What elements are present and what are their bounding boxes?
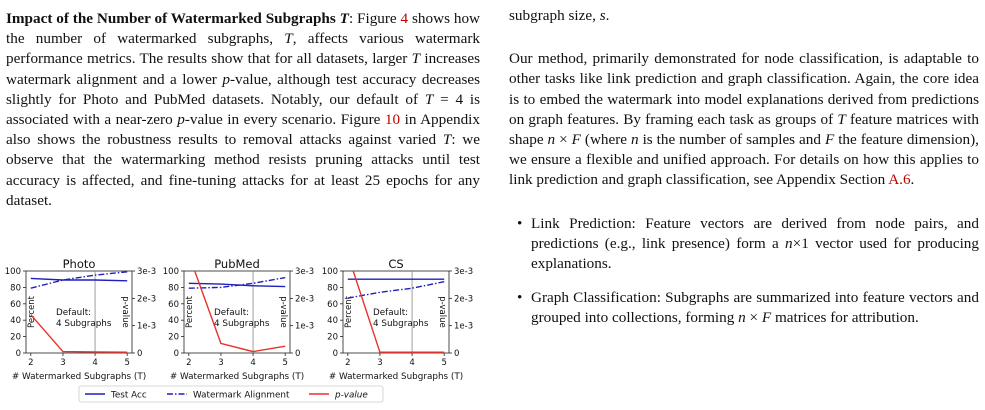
left-column xyxy=(6,0,480,211)
figure-panel xyxy=(0,256,490,410)
text-run: shows how the number of watermarked subgraphs, xyxy=(6,10,481,48)
task-bullet-list xyxy=(509,214,979,329)
text-run: matrices for attribution. xyxy=(771,309,919,327)
citation-link[interactable]: 10 xyxy=(384,111,401,129)
text-run: Graph Classification: Subgraphs are summarized into feature vectors and grouped into collections, forming xyxy=(531,289,979,327)
y-left-tick-label: 100 xyxy=(321,267,338,277)
default-annotation-line1: Default: xyxy=(373,308,409,318)
text-run: n xyxy=(785,234,793,252)
citation-link[interactable]: 4 xyxy=(400,10,409,27)
y-right-tick-label: 1e-3 xyxy=(295,321,315,332)
text-run: n xyxy=(547,131,556,149)
bullet-dot-icon: • xyxy=(517,214,523,232)
y-right-tick-label: 0 xyxy=(137,349,143,359)
y-right-tick-label: 2e-3 xyxy=(137,294,157,305)
y-left-tick-label: 80 xyxy=(10,283,21,294)
text-run: n xyxy=(738,309,746,327)
text-run: F xyxy=(824,131,835,149)
bullet-item xyxy=(509,288,979,328)
text-run: p xyxy=(222,70,230,88)
y-right-tick-label: 2e-3 xyxy=(295,294,315,305)
y-left-tick-label: 80 xyxy=(168,283,179,294)
y-left-tick-label: 0 xyxy=(15,349,21,359)
line-charts-figure xyxy=(0,256,490,410)
y-right-axis-label: p-value xyxy=(278,296,288,328)
legend-p-value-label: p-value xyxy=(335,390,368,401)
x-tick-label: 2 xyxy=(28,358,34,368)
y-left-tick-label: 80 xyxy=(327,283,338,294)
text-run: feature matrices with shape xyxy=(509,110,979,149)
default-annotation-line1: Default: xyxy=(56,308,92,318)
text-run: Our method, primarily demonstrated for node classification, is adaptable to other tasks like link prediction and graph classification. Again, the core idea is to embed the watermark into model explanations derived from predictions on graph features. By framing each task as groups of xyxy=(509,50,979,128)
text-run: T xyxy=(411,50,421,68)
x-axis-label: # Watermarked Subgraphs (T) xyxy=(169,372,305,382)
bullet-item xyxy=(509,214,979,275)
text-run: increases watermark alignment and a lower xyxy=(6,50,480,88)
text-run: F xyxy=(571,131,581,149)
text-run: , affects various watermark performance metrics. The results show that for all datasets, larger xyxy=(6,30,480,68)
text-run: F xyxy=(761,309,772,327)
y-left-tick-label: 20 xyxy=(10,332,21,343)
text-run: n xyxy=(631,131,639,149)
chart-title: CS xyxy=(388,257,404,271)
y-left-tick-label: 100 xyxy=(162,267,179,277)
text-run: Link Prediction: Feature vectors are derived from node pairs, and predictions (e.g., link presence) form a xyxy=(531,214,979,252)
y-right-axis-label: p-value xyxy=(120,296,130,328)
x-tick-label: 5 xyxy=(282,358,288,368)
x-tick-label: 2 xyxy=(345,358,351,368)
text-run: the feature dimension), we ensure a flexible and unified approach. For details on how this applies to link prediction and graph classification, see Appendix Section xyxy=(509,131,979,189)
test-acc-line xyxy=(31,278,127,280)
text-run: T xyxy=(837,110,846,128)
watermarked-subgraphs-paragraph xyxy=(6,9,480,211)
method-paragraph xyxy=(509,49,979,190)
y-left-tick-label: 20 xyxy=(327,332,338,343)
y-left-axis-label: Percent xyxy=(344,296,354,328)
text-run: in Appendix also shows the robustness results to removal attacks against varied xyxy=(6,111,480,149)
y-right-tick-label: 2e-3 xyxy=(454,294,474,305)
x-tick-label: 3 xyxy=(218,358,224,368)
y-left-tick-label: 40 xyxy=(327,316,338,327)
watermark-alignment-line xyxy=(348,282,444,298)
y-left-tick-label: 100 xyxy=(4,267,21,277)
text-run: × xyxy=(555,131,572,149)
text-run: is the number of samples and xyxy=(638,131,825,149)
y-left-tick-label: 60 xyxy=(327,299,338,310)
text-run: × xyxy=(745,309,762,327)
text-run: ×1 vector used for producing explanations. xyxy=(531,234,979,273)
x-tick-label: 4 xyxy=(92,358,98,368)
y-left-tick-label: 0 xyxy=(173,349,179,359)
text-run: T xyxy=(424,90,434,108)
top-fragment: subgraph size, s. xyxy=(509,7,610,24)
y-left-tick-label: 0 xyxy=(332,349,338,359)
y-left-axis-label: Percent xyxy=(185,296,195,328)
x-axis-label: # Watermarked Subgraphs (T) xyxy=(11,372,147,382)
y-left-tick-label: 40 xyxy=(10,316,21,327)
text-run: (where xyxy=(580,131,632,149)
x-tick-label: 2 xyxy=(186,358,192,368)
text-run: T xyxy=(442,131,452,149)
x-tick-label: 5 xyxy=(441,358,447,368)
y-right-tick-label: 0 xyxy=(295,349,301,359)
text-run: -value, although test accuracy decreases slightly for Photo and PubMed datasets. Notably, our default of xyxy=(6,70,481,108)
bullet-dot-icon: • xyxy=(517,289,523,307)
y-right-tick-label: 3e-3 xyxy=(454,267,474,277)
citation-link[interactable]: A.6 xyxy=(888,171,911,189)
default-annotation-line2: 4 Subgraphs xyxy=(214,319,270,329)
x-tick-label: 4 xyxy=(409,358,415,368)
y-left-tick-label: 20 xyxy=(168,332,179,343)
x-tick-label: 5 xyxy=(124,358,130,368)
legend-test-acc-label: Test Acc xyxy=(111,390,147,401)
text-run: T xyxy=(284,30,293,48)
y-right-tick-label: 3e-3 xyxy=(295,267,315,277)
y-right-tick-label: 0 xyxy=(454,349,460,359)
text-run: = 4 is associated with a near-zero xyxy=(6,90,480,129)
chart-title: PubMed xyxy=(214,257,260,271)
y-right-tick-label: 1e-3 xyxy=(454,321,474,332)
y-right-tick-label: 3e-3 xyxy=(137,267,157,277)
y-left-axis-label: Percent xyxy=(27,296,37,328)
text-run: : we observe that the watermarking method resists pruning attacks until test accuracy is affected, and fine-tuning attacks for at least 25 epochs for any dataset. xyxy=(6,131,480,209)
text-run: -value in every scenario. Figure xyxy=(184,111,385,129)
x-tick-label: 3 xyxy=(60,358,66,368)
y-left-tick-label: 60 xyxy=(168,299,179,310)
x-tick-label: 4 xyxy=(250,358,256,368)
y-right-axis-label: p-value xyxy=(437,296,447,328)
text-run: : Figure xyxy=(348,10,401,27)
paragraph-heading: Impact of the Number of Watermarked Subgraphs T xyxy=(6,10,349,27)
default-annotation-line1: Default: xyxy=(214,308,250,318)
x-axis-label: # Watermarked Subgraphs (T) xyxy=(328,372,464,382)
chart-title: Photo xyxy=(62,257,96,271)
default-annotation-line2: 4 Subgraphs xyxy=(56,319,112,329)
y-left-tick-label: 40 xyxy=(168,316,179,327)
y-left-tick-label: 60 xyxy=(10,299,21,310)
right-column xyxy=(509,0,979,343)
legend-watermark-alignment-label: Watermark Alignment xyxy=(193,390,290,401)
text-run: p xyxy=(177,111,185,129)
text-run: . xyxy=(910,171,915,189)
x-tick-label: 3 xyxy=(377,358,383,368)
paragraph-body xyxy=(6,10,480,209)
default-annotation-line2: 4 Subgraphs xyxy=(373,319,429,329)
y-right-tick-label: 1e-3 xyxy=(137,321,157,332)
